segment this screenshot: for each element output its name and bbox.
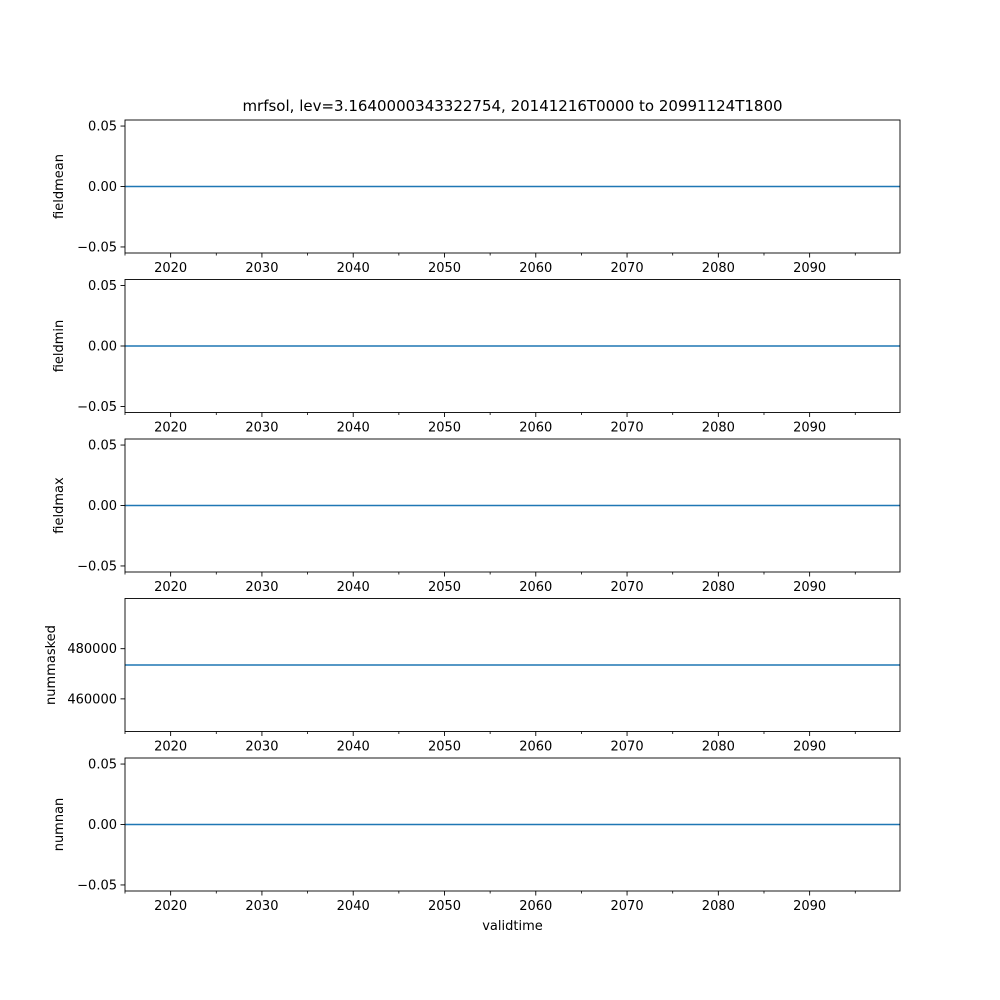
x-tick-label: 2020 bbox=[154, 739, 188, 755]
x-tick-label: 2040 bbox=[336, 739, 370, 755]
x-tick-label: 2020 bbox=[154, 261, 188, 276]
x-tick-label: 2070 bbox=[610, 261, 644, 276]
x-tick-label: 2040 bbox=[336, 899, 370, 914]
x-tick-label: 2090 bbox=[793, 899, 827, 914]
x-axis-label: validtime bbox=[482, 919, 543, 934]
y-tick-label: 0.00 bbox=[88, 180, 117, 195]
y-tick-label: −0.05 bbox=[77, 559, 117, 575]
x-tick-label: 2080 bbox=[701, 739, 735, 755]
panel-fieldmax bbox=[52, 439, 900, 595]
x-tick-label: 2090 bbox=[793, 739, 827, 755]
x-tick-label: 2050 bbox=[427, 899, 462, 914]
x-tick-label: 2070 bbox=[610, 899, 644, 914]
y-axis-label: nummasked bbox=[44, 625, 59, 705]
x-tick-label: 2050 bbox=[427, 580, 462, 595]
x-tick-label: 2030 bbox=[245, 420, 279, 436]
x-tick-label: 2080 bbox=[701, 580, 735, 595]
y-tick-label: 0.00 bbox=[88, 339, 117, 355]
x-tick-label: 2040 bbox=[336, 580, 370, 595]
x-tick-label: 2030 bbox=[245, 899, 279, 914]
y-tick-label: −0.05 bbox=[77, 878, 117, 894]
panel-numnan bbox=[52, 758, 900, 914]
y-tick-label: −0.05 bbox=[77, 240, 117, 256]
x-tick-label: 2060 bbox=[519, 739, 553, 755]
y-axis-label: fieldmean bbox=[52, 154, 67, 219]
panel-nummasked bbox=[44, 599, 900, 755]
x-tick-label: 2070 bbox=[610, 739, 644, 755]
x-tick-label: 2020 bbox=[154, 899, 188, 914]
x-tick-label: 2090 bbox=[793, 580, 827, 595]
x-tick-label: 2050 bbox=[427, 739, 462, 755]
y-tick-label: 0.00 bbox=[88, 499, 117, 514]
x-tick-label: 2040 bbox=[336, 261, 370, 276]
y-tick-label: 0.05 bbox=[88, 119, 117, 135]
panel-fieldmin bbox=[52, 279, 900, 435]
panel-fieldmean bbox=[52, 120, 900, 276]
x-tick-label: 2070 bbox=[610, 580, 644, 595]
x-tick-label: 2070 bbox=[610, 420, 644, 436]
y-tick-label: 0.00 bbox=[88, 818, 117, 833]
x-tick-label: 2060 bbox=[519, 420, 553, 436]
y-tick-label: 0.05 bbox=[88, 757, 117, 773]
y-tick-label: 0.05 bbox=[88, 279, 117, 295]
x-tick-label: 2090 bbox=[793, 261, 827, 276]
chart-title: mrfsol, lev=3.1640000343322754, 20141216T0000 to 20991124T1800 bbox=[242, 97, 783, 115]
y-tick-label: −0.05 bbox=[77, 399, 117, 415]
x-tick-label: 2050 bbox=[427, 261, 462, 276]
x-tick-label: 2060 bbox=[519, 580, 553, 595]
x-tick-label: 2030 bbox=[245, 739, 279, 755]
x-tick-label: 2080 bbox=[701, 899, 735, 914]
y-axis-label: fieldmax bbox=[52, 477, 67, 534]
x-tick-label: 2030 bbox=[245, 261, 279, 276]
y-axis-label: numnan bbox=[52, 797, 67, 852]
x-tick-label: 2080 bbox=[701, 261, 735, 276]
x-tick-label: 2050 bbox=[427, 420, 462, 436]
y-tick-label: 0.05 bbox=[88, 438, 117, 454]
x-tick-label: 2020 bbox=[154, 580, 188, 595]
y-tick-label: 480000 bbox=[67, 642, 117, 658]
x-tick-label: 2060 bbox=[519, 261, 553, 276]
x-tick-label: 2040 bbox=[336, 420, 370, 436]
x-tick-label: 2060 bbox=[519, 899, 553, 914]
panels bbox=[44, 120, 900, 914]
x-tick-label: 2030 bbox=[245, 580, 279, 595]
x-tick-label: 2080 bbox=[701, 420, 735, 436]
y-axis-label: fieldmin bbox=[52, 319, 67, 373]
x-tick-label: 2090 bbox=[793, 420, 827, 436]
x-tick-label: 2020 bbox=[154, 420, 188, 436]
y-tick-label: 460000 bbox=[67, 692, 117, 708]
